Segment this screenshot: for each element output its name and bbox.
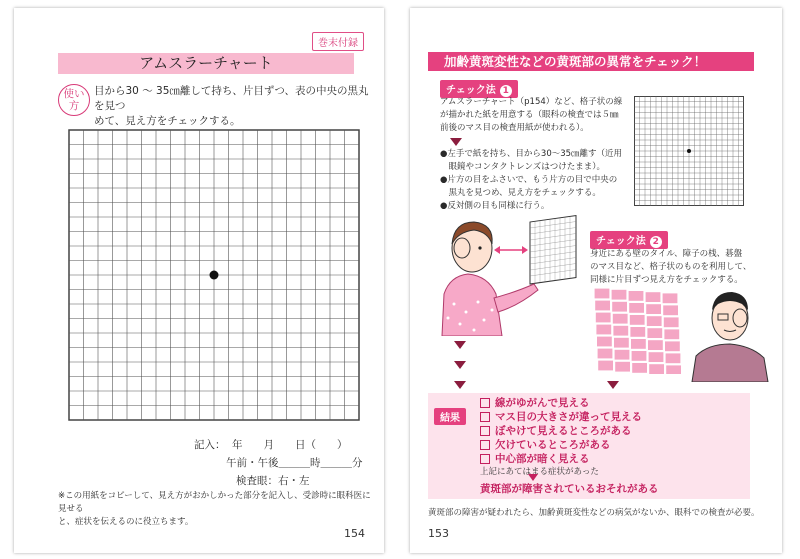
wall-tiles-illustration — [594, 288, 684, 374]
woman-checking-grid-illustration — [438, 214, 588, 336]
method2-text — [590, 248, 776, 287]
down-arrow-icon — [450, 138, 462, 146]
method2-line3: 同様に片目ずつ見え方をチェックする。 — [590, 275, 743, 285]
method1-text — [440, 96, 628, 135]
record-eye: 検査眼：右・左 — [236, 475, 310, 487]
result-list — [480, 396, 642, 466]
bullet-item: 眼鏡やコンタクトレンズはつけたまま）。 — [440, 162, 605, 172]
method1-line2: が描かれた紙を用意する（眼科の検査では５㎜ — [440, 110, 619, 120]
checkbox-icon — [480, 454, 490, 464]
checkbox-icon — [480, 426, 490, 436]
result-item: 中心部が暗く見える — [480, 452, 642, 466]
method1-line3: 前後のマス目の検査用紙が使われる）。 — [440, 123, 589, 133]
amsler-grid — [68, 129, 360, 421]
method2-label — [590, 231, 668, 249]
method1-line1: アムスラーチャート（p154）など、格子状の線 — [440, 97, 623, 107]
down-arrow-icon — [454, 381, 466, 389]
method1-bullets — [440, 148, 630, 213]
down-arrow-icon — [528, 474, 538, 481]
small-amsler-grid — [634, 96, 744, 206]
page-number: 154 — [344, 527, 365, 540]
result-label: 結果 — [434, 408, 466, 425]
usage-text — [94, 84, 376, 129]
bottom-note: 黄斑部の障害が疑われたら、加齢黄斑変性などの病気がないか、眼科での検査が必要。 — [428, 508, 760, 518]
down-arrow-icon — [454, 361, 466, 369]
usage-text-line1: 目から30 ～ 35㎝離して持ち、片目ずつ、表の中央の黒丸を見つ — [94, 85, 369, 112]
method2-line2: のマス目など、格子状のものを利用して、 — [590, 262, 752, 272]
record-time: 午前・午後＿＿＿時＿＿＿分 — [226, 457, 363, 469]
bullet-item: ●反対側の目も同様に行う。 — [440, 201, 550, 211]
usage-label: 使い方 — [63, 88, 85, 112]
appendix-tag: 巻末付録 — [312, 32, 364, 51]
result-item: 欠けているところがある — [480, 438, 642, 452]
checkbox-icon — [480, 412, 490, 422]
method2-number: 2 — [650, 236, 662, 248]
usage-text-line2: めて、見え方をチェックする。 — [94, 115, 241, 127]
result-note: 上記にあてはまる症状があった — [480, 467, 599, 477]
method1-label-text: チェック法 — [446, 85, 496, 96]
method1-number: 1 — [500, 85, 512, 97]
result-item: 線がゆがんで見える — [480, 396, 642, 410]
checkbox-icon — [480, 398, 490, 408]
left-page — [14, 8, 384, 553]
bullet-item: ●片方の目をふさいで、もう片方の目で中央の — [440, 175, 618, 185]
result-conclusion: 黄斑部が障害されているおそれがある — [480, 483, 659, 495]
record-label: 記入： — [194, 439, 226, 451]
bullet-item: ●左手で紙を持ち、目から30～35㎝離す（近用 — [440, 149, 623, 159]
record-date: 年 月 日（ ） — [232, 439, 348, 451]
footnote-line2: と、症状を伝えるのに役立ちます。 — [58, 517, 194, 527]
page-title: アムスラーチャート — [58, 53, 354, 74]
man-checking-illustration — [690, 284, 770, 382]
down-arrow-icon — [607, 381, 619, 389]
result-item: ぼやけて見えるところがある — [480, 424, 642, 438]
section-header: 加齢黄斑変性などの黄斑部の異常をチェック！ — [428, 52, 754, 71]
center-dot — [210, 271, 219, 280]
checkbox-icon — [480, 440, 490, 450]
bullet-item: 黒丸を見つめ、見え方をチェックする。 — [440, 188, 601, 198]
usage-badge — [58, 84, 90, 116]
footnote — [58, 490, 378, 529]
down-arrow-icon — [454, 341, 466, 349]
right-page — [410, 8, 782, 553]
footnote-line1: ※この用紙をコピーして、見え方がおかしかった部分を記入し、受診時に眼科医に見せる — [58, 491, 371, 514]
method2-label-text: チェック法 — [596, 236, 646, 247]
result-item: マス目の大きさが違って見える — [480, 410, 642, 424]
page-number: 153 — [428, 527, 449, 540]
method2-line1: 身近にある壁のタイル、障子の桟、碁盤 — [590, 249, 743, 259]
